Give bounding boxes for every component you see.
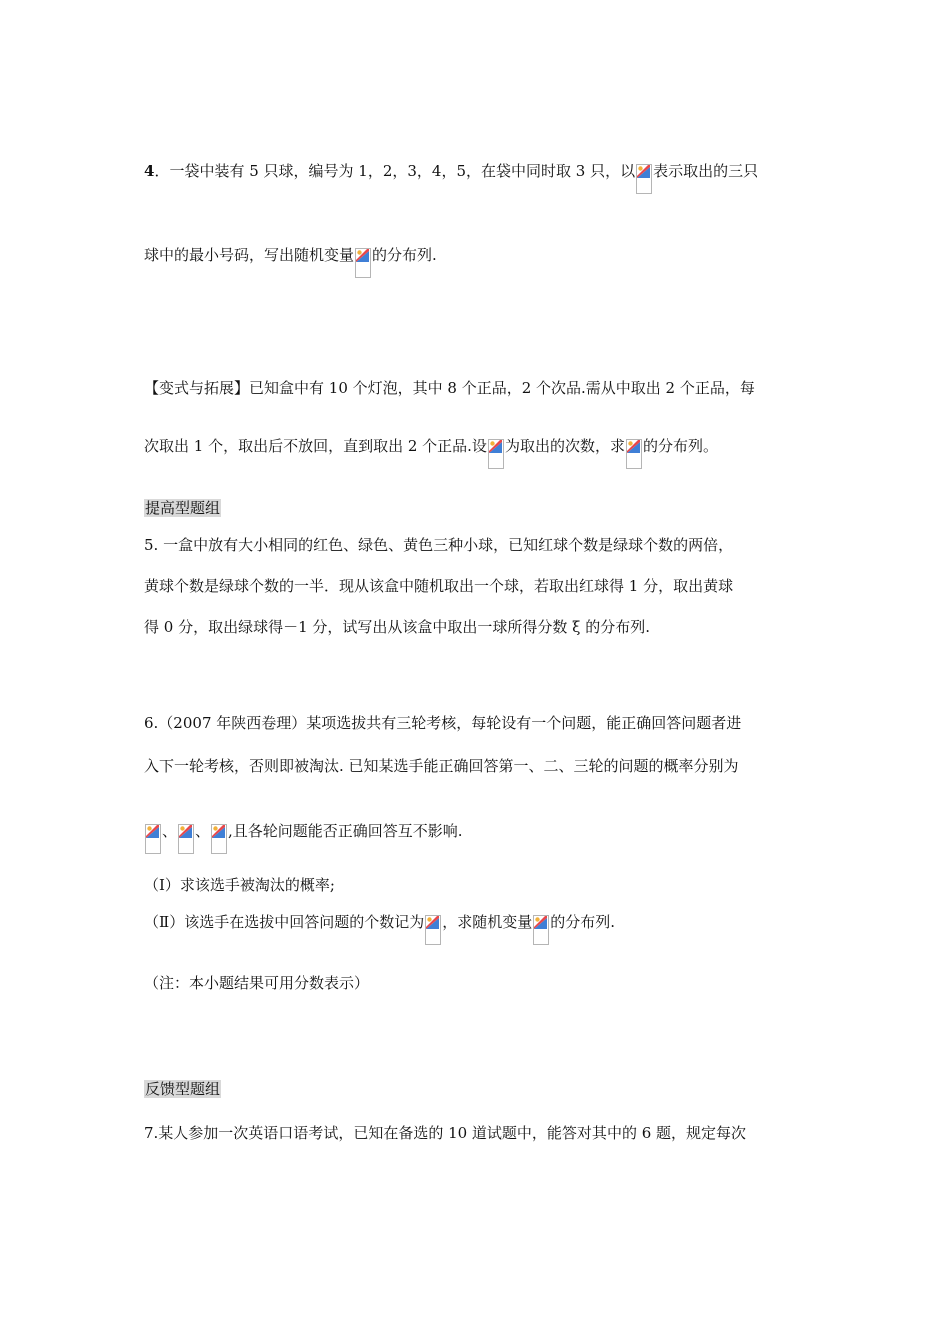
problem-6-line-3: 、 、 ,且各轮问题能否正确回答互不影响. bbox=[144, 820, 463, 854]
problem-7-line-1: 7.某人参加一次英语口语考试，已知在备选的 10 道试题中，能答对其中的 6 题，规定每次 bbox=[144, 1124, 747, 1142]
problem-6-line-1: 6.（2007 年陕西卷理）某项选拔共有三轮考核，每轮设有一个问题，能正确回答问题者进 bbox=[144, 714, 742, 732]
problem-6-line-2: 入下一轮考核，否则即被淘汰. 已知某选手能正确回答第一、二、三轮的问题的概率分别为 bbox=[144, 757, 739, 775]
problem-6-part-2: （Ⅱ）该选手在选拔中回答问题的个数记为 ，求随机变量 的分布列. bbox=[144, 911, 615, 945]
broken-image-icon bbox=[211, 820, 227, 854]
broken-image-icon bbox=[488, 435, 504, 469]
variant-line-1: 【变式与拓展】已知盒中有 10 个灯泡，其中 8 个正品，2 个次品.需从中取出 2 个正品，每 bbox=[144, 379, 755, 397]
problem-number: 4 bbox=[144, 162, 155, 180]
problem-4-line-2: 球中的最小号码，写出随机变量 的分布列. bbox=[144, 244, 437, 278]
problem-5-line-3: 得 0 分，取出绿球得－1 分，试写出从该盒中取出一球所得分数 ξ 的分布列. bbox=[144, 618, 650, 636]
broken-image-icon bbox=[355, 244, 371, 278]
section-heading-advanced: 提高型题组 bbox=[145, 499, 221, 517]
problem-5-line-2: 黄球个数是绿球个数的一半．现从该盒中随机取出一个球，若取出红球得 1 分，取出黄球 bbox=[144, 577, 734, 595]
broken-image-icon bbox=[425, 911, 441, 945]
broken-image-icon bbox=[636, 160, 652, 194]
problem-5-line-1: 5. 一盒中放有大小相同的红色、绿色、黄色三种小球，已知红球个数是绿球个数的两倍， bbox=[144, 536, 734, 554]
broken-image-icon bbox=[145, 820, 161, 854]
broken-image-icon bbox=[533, 911, 549, 945]
problem-6-part-1: （Ⅰ）求该选手被淘汰的概率; bbox=[144, 876, 335, 894]
broken-image-icon bbox=[626, 435, 642, 469]
problem-6-note: （注：本小题结果可用分数表示） bbox=[144, 974, 370, 992]
problem-4-line-1: 4．一袋中装有 5 只球，编号为 1，2，3，4，5，在袋中同时取 3 只，以 表示取出的三只 bbox=[144, 160, 758, 194]
broken-image-icon bbox=[178, 820, 194, 854]
variant-line-2: 次取出 1 个，取出后不放回，直到取出 2 个正品.设 为取出的次数，求 的分布列。 bbox=[144, 435, 718, 469]
section-heading-feedback: 反馈型题组 bbox=[145, 1080, 221, 1098]
